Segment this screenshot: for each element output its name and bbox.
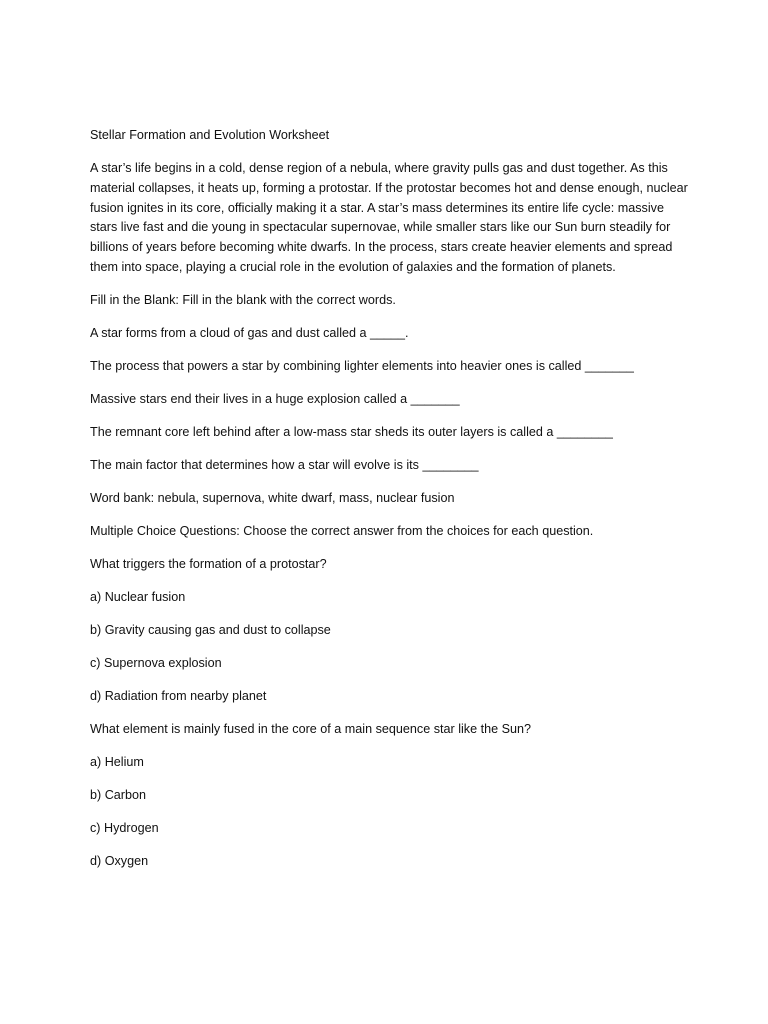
word-bank: Word bank: nebula, supernova, white dwarf, mass, nuclear fusion — [90, 490, 455, 505]
multiple-choice-instructions: Multiple Choice Questions: Choose the correct answer from the choices for each question. — [90, 523, 594, 538]
question-2-option-b: b) Carbon — [90, 787, 147, 802]
fill-in-blank-item-5: The main factor that determines how a star will evolve is its ________ — [90, 457, 479, 472]
question-2: What element is mainly fused in the core of a main sequence star like the Sun? — [90, 721, 532, 736]
fill-in-blank-item-1: A star forms from a cloud of gas and dust called a _____. — [90, 325, 409, 340]
intro-paragraph: A star’s life begins in a cold, dense region of a nebula, where gravity pulls gas and dust together. As this material collapses, it heats up, forming a protostar. If the protostar becomes hot and dense enough, nuclear fusion ignites in its core, officially making it a star. A star’s mass determines its entire life cycle: massive stars live fast and die young in spectacular supernovae, while smaller stars like our Sun burn steadily for billions of years before becoming white dwarfs. In the process, stars create heavier elements and spread them into space, playing a crucial role in the evolution of galaxies and the formation of planets. — [90, 160, 688, 274]
question-2-option-c: c) Hydrogen — [90, 820, 159, 835]
question-2-option-d: d) Oxygen — [90, 853, 149, 868]
question-1: What triggers the formation of a protostar? — [90, 556, 327, 571]
worksheet-title: Stellar Formation and Evolution Worksheet — [90, 128, 330, 142]
question-1-option-c: c) Supernova explosion — [90, 655, 222, 670]
fill-in-blank-item-4: The remnant core left behind after a low-mass star sheds its outer layers is called a ________ — [90, 424, 613, 439]
question-1-option-d: d) Radiation from nearby planet — [90, 688, 267, 703]
question-1-option-b: b) Gravity causing gas and dust to collapse — [90, 622, 331, 637]
fill-in-blank-instructions: Fill in the Blank: Fill in the blank with the correct words. — [90, 292, 396, 307]
question-2-option-a: a) Helium — [90, 754, 144, 769]
worksheet-page — [90, 126, 690, 885]
fill-in-blank-item-3: Massive stars end their lives in a huge explosion called a _______ — [90, 391, 460, 406]
fill-in-blank-item-2: The process that powers a star by combining lighter elements into heavier ones is called _______ — [90, 358, 634, 373]
question-1-option-a: a) Nuclear fusion — [90, 589, 186, 604]
